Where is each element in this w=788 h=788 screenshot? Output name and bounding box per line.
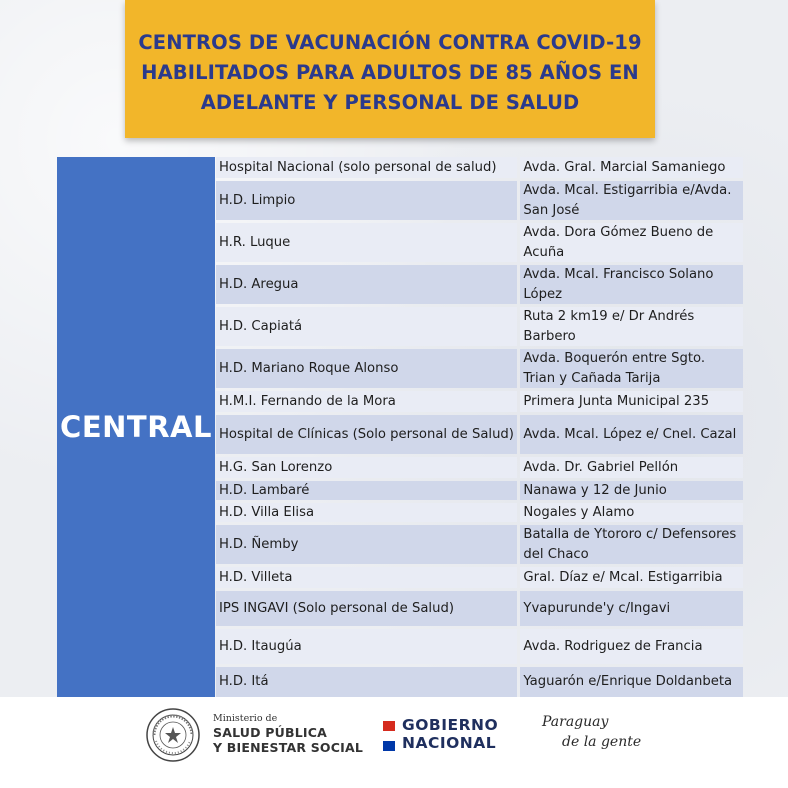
ministry-name-line2: Y BIENESTAR SOCIAL (213, 740, 364, 755)
center-name: Hospital Nacional (solo personal de salud) (216, 157, 517, 178)
ministry-logo (213, 713, 363, 755)
table-row (215, 591, 743, 626)
center-address: Avda. Mcal. López e/ Cnel. Cazal (520, 415, 743, 454)
center-address: Nogales y Alamo (520, 503, 743, 522)
slogan-logo (542, 712, 642, 752)
ministry-name-line1: SALUD PÚBLICA (213, 725, 327, 740)
center-address: Avda. Dora Gómez Bueno de Acuña (520, 223, 743, 262)
center-name: H.R. Luque (216, 223, 517, 262)
gobierno-line2: NACIONAL (402, 734, 497, 752)
center-name: H.D. Limpio (216, 181, 517, 220)
paraguay-flag-icon (383, 721, 395, 751)
center-name: H.D. Villeta (216, 567, 517, 588)
region-label: CENTRAL (60, 410, 212, 444)
table-row (215, 667, 743, 697)
center-name: H.D. Ñemby (216, 525, 517, 564)
center-name: H.D. Itaugúa (216, 629, 517, 664)
center-address: Yvapurunde'y c/Ingavi (520, 591, 743, 626)
page-title: CENTROS DE VACUNACIÓN CONTRA COVID-19 HABILITADOS PARA ADULTOS DE 85 AÑOS EN ADELANTE Y PERSONAL DE SALUD (138, 31, 642, 114)
gobierno-nacional-logo (402, 716, 498, 752)
center-address: Avda. Mcal. Francisco Solano López (520, 265, 743, 304)
center-name: H.M.I. Fernando de la Mora (216, 391, 517, 412)
center-name: H.D. Capiatá (216, 307, 517, 346)
center-address: Avda. Mcal. Estigarribia e/Avda. San José (520, 181, 743, 220)
ministry-label: Ministerio de (213, 713, 278, 724)
gobierno-line1: GOBIERNO (402, 716, 499, 734)
center-name: H.D. Itá (216, 667, 517, 697)
ministry-seal-icon (146, 708, 200, 762)
center-name: H.G. San Lorenzo (216, 457, 517, 478)
region-panel (57, 157, 215, 697)
center-name: Hospital de Clínicas (Solo personal de Salud) (216, 415, 517, 454)
table-row (215, 567, 743, 588)
slogan-line2: de la gente (562, 734, 642, 750)
table-row (215, 265, 743, 304)
table-row (215, 223, 743, 262)
center-address: Avda. Gral. Marcial Samaniego (520, 157, 743, 178)
center-name: IPS INGAVI (Solo personal de Salud) (216, 591, 517, 626)
centers-table (215, 157, 743, 697)
center-address: Yaguarón e/Enrique Doldanbeta (520, 667, 743, 697)
center-address: Nanawa y 12 de Junio (520, 481, 743, 500)
table-row (215, 481, 743, 500)
table-row (215, 349, 743, 388)
slogan-line1: Paraguay (542, 714, 609, 730)
title-banner (125, 0, 655, 138)
table-row (215, 157, 743, 178)
table-row (215, 503, 743, 522)
center-name: H.D. Mariano Roque Alonso (216, 349, 517, 388)
center-address: Avda. Dr. Gabriel Pellón (520, 457, 743, 478)
center-address: Avda. Boquerón entre Sgto. Trian y Cañada Tarija (520, 349, 743, 388)
center-address: Primera Junta Municipal 235 (520, 391, 743, 412)
table-row (215, 415, 743, 454)
center-address: Ruta 2 km19 e/ Dr Andrés Barbero (520, 307, 743, 346)
table-row (215, 307, 743, 346)
center-name: H.D. Aregua (216, 265, 517, 304)
center-address: Gral. Díaz e/ Mcal. Estigarribia (520, 567, 743, 588)
center-name: H.D. Villa Elisa (216, 503, 517, 522)
center-address: Avda. Rodriguez de Francia (520, 629, 743, 664)
center-name: H.D. Lambaré (216, 481, 517, 500)
center-address: Batalla de Ytororo c/ Defensores del Chaco (520, 525, 743, 564)
table-row (215, 525, 743, 564)
table-row (215, 629, 743, 664)
table-row (215, 391, 743, 412)
table-row (215, 181, 743, 220)
table-row (215, 457, 743, 478)
